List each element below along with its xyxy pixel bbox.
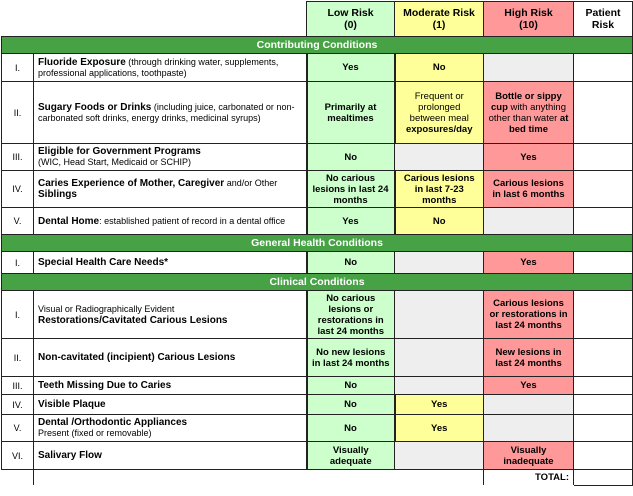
row-label: Fluoride Exposure (through drinking water, supplements, professional applications, toothpaste)	[34, 54, 307, 82]
patient-risk-cell[interactable]	[574, 291, 633, 339]
header-blank	[2, 2, 307, 37]
row-label: Teeth Missing Due to Caries	[34, 377, 307, 395]
row-label: Salivary Flow	[34, 442, 307, 470]
row-sugary-foods: II. Sugary Foods or Drinks (including juice, carbonated or non-carbonated soft drinks, energy drinks, medicinal syrups) Primarily at mealtimes Frequent or prolonged between meal exposures/day Bottle or sippy cup with anything other than water at bed time	[2, 82, 633, 144]
row-caries-experience: IV. Caries Experience of Mother, Caregiver and/or Other Siblings No carious lesions in last 24 months Carious lesions in last 7-23 months Carious lesions in last 6 months	[2, 171, 633, 208]
total-value-cell[interactable]	[574, 470, 633, 486]
section-contributing: Contributing Conditions	[2, 37, 633, 54]
row-label: Non-cavitated (incipient) Carious Lesions	[34, 339, 307, 377]
patient-risk-cell[interactable]	[574, 339, 633, 377]
patient-risk-cell[interactable]	[574, 377, 633, 395]
patient-risk-cell[interactable]	[574, 82, 633, 144]
header-low-risk: Low Risk (0)	[307, 2, 395, 37]
header-moderate-risk: Moderate Risk (1)	[395, 2, 484, 37]
sugary-high: Bottle or sippy cup with anything other than water at bed time	[484, 82, 574, 144]
patient-risk-cell[interactable]	[574, 208, 633, 235]
row-appliances: V. Dental /Orthodontic Appliances Present (fixed or removable) No Yes	[2, 415, 633, 442]
row-noncavitated: II. Non-cavitated (incipient) Carious Lesions No new lesions in last 24 months New lesions in last 24 months	[2, 339, 633, 377]
row-dental-home: V. Dental Home: established patient of record in a dental office Yes No	[2, 208, 633, 235]
total-row	[2, 470, 633, 486]
row-label: Visible Plaque	[34, 395, 307, 415]
row-label: Eligible for Government Programs (WIC, Head Start, Medicaid or SCHIP)	[34, 144, 307, 171]
patient-risk-cell[interactable]	[574, 144, 633, 171]
patient-risk-cell[interactable]	[574, 415, 633, 442]
row-label: Dental Home: established patient of record in a dental office	[34, 208, 307, 235]
caries-risk-table	[1, 1, 633, 486]
row-visual-lesions: I. Visual or Radiographically Evident Restorations/Cavitated Carious Lesions No carious lesions or restorations in last 24 months Carious lesions or restorations in last 24 months	[2, 291, 633, 339]
row-label: Visual or Radiographically Evident Restorations/Cavitated Carious Lesions	[34, 291, 307, 339]
row-fluoride: I. Fluoride Exposure (through drinking water, supplements, professional applications, toothpaste) Yes No	[2, 54, 633, 82]
sugary-moderate: Frequent or prolonged between meal exposures/day	[395, 82, 484, 144]
total-label: TOTAL:	[484, 470, 574, 486]
patient-risk-cell[interactable]	[574, 395, 633, 415]
patient-risk-cell[interactable]	[574, 54, 633, 82]
row-salivary-flow: VI. Salivary Flow Visually adequate Visually inadequate	[2, 442, 633, 470]
patient-risk-cell[interactable]	[574, 442, 633, 470]
header-patient-risk: Patient Risk	[574, 2, 633, 37]
row-visible-plaque: IV. Visible Plaque No Yes	[2, 395, 633, 415]
row-government-programs: III. Eligible for Government Programs (WIC, Head Start, Medicaid or SCHIP) No Yes	[2, 144, 633, 171]
row-label: Special Health Care Needs*	[34, 252, 307, 274]
patient-risk-cell[interactable]	[574, 252, 633, 274]
header-row	[2, 2, 633, 37]
row-label: Dental /Orthodontic Appliances Present (fixed or removable)	[34, 415, 307, 442]
section-clinical: Clinical Conditions	[2, 274, 633, 291]
patient-risk-cell[interactable]	[574, 171, 633, 208]
section-general-health: General Health Conditions	[2, 235, 633, 252]
row-label: Caries Experience of Mother, Caregiver and/or Other Siblings	[34, 171, 307, 208]
header-high-risk: High Risk (10)	[484, 2, 574, 37]
row-label: Sugary Foods or Drinks (including juice, carbonated or non-carbonated soft drinks, energy drinks, medicinal syrups)	[34, 82, 307, 144]
row-special-needs: I. Special Health Care Needs* No Yes	[2, 252, 633, 274]
row-teeth-missing: III. Teeth Missing Due to Caries No Yes	[2, 377, 633, 395]
